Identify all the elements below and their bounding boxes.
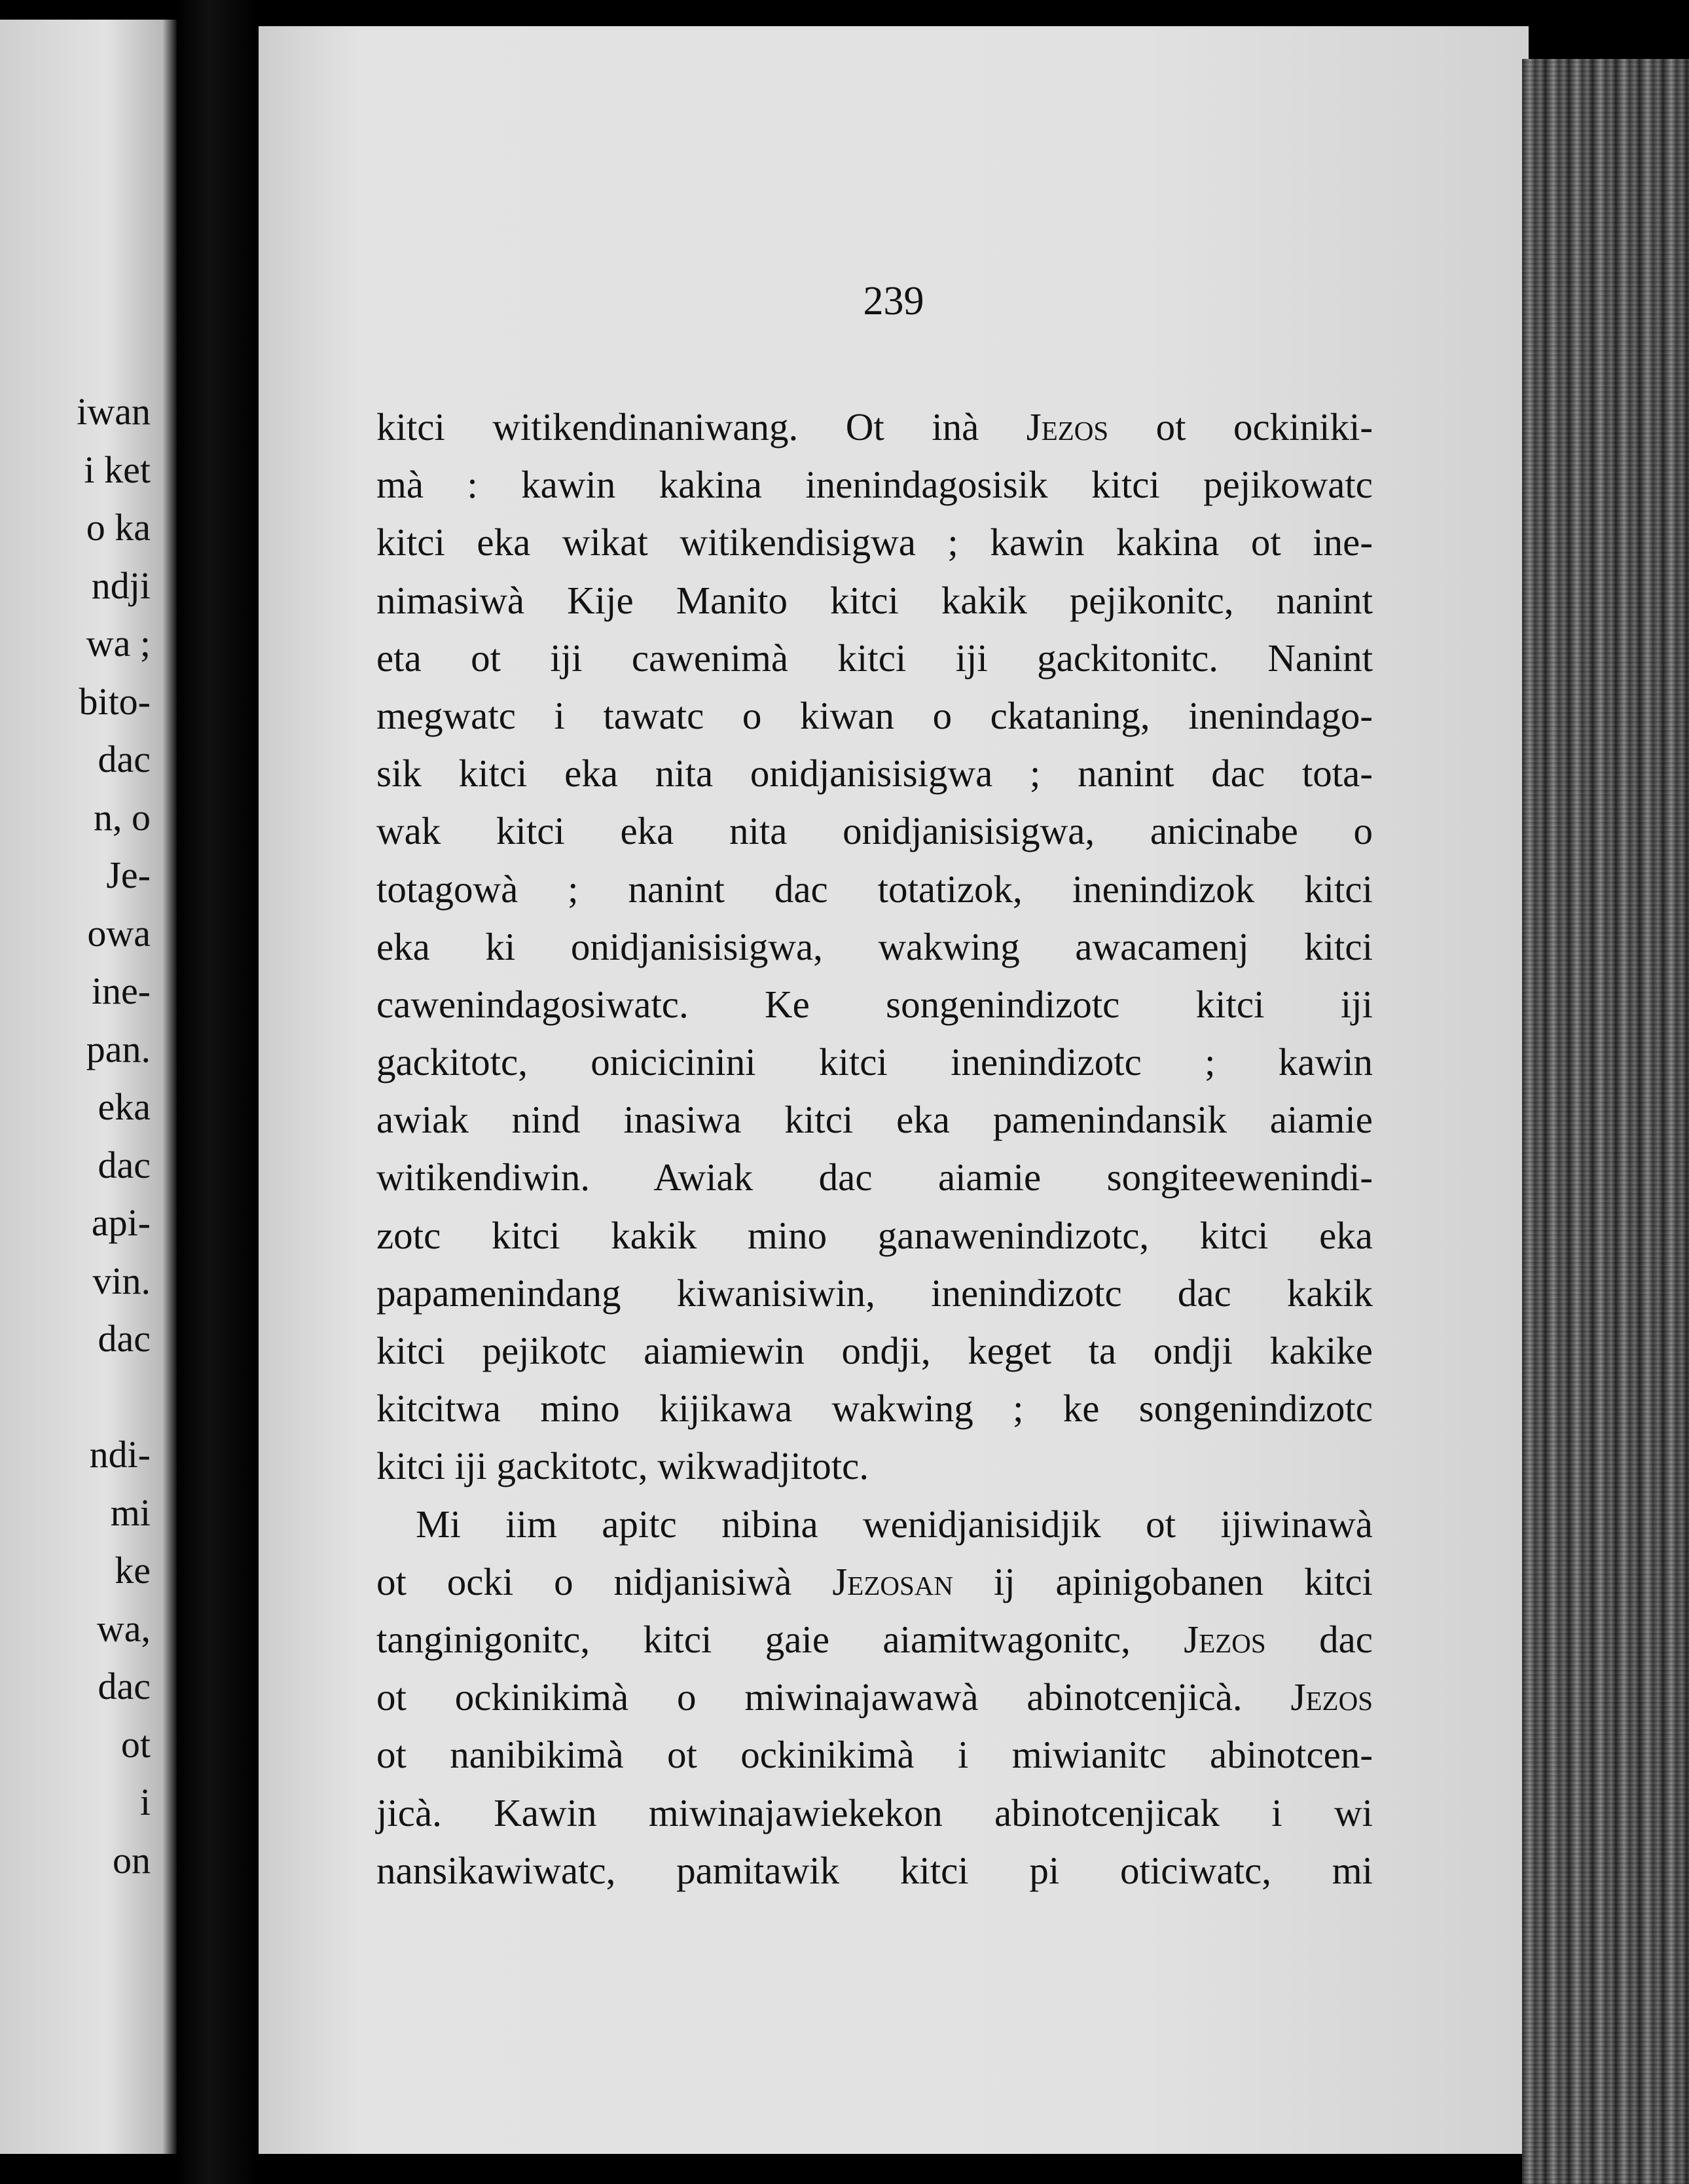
facing-page-line: ot bbox=[120, 1722, 151, 1766]
text-line: totagowà ; nanint dac totatizok, inenindizok kitci bbox=[376, 867, 1373, 911]
text-line: wak kitci eka nita onidjanisisigwa, anicinabe o bbox=[376, 809, 1373, 853]
facing-page-line: wa, bbox=[96, 1607, 151, 1650]
facing-page-text bbox=[77, 383, 151, 1889]
facing-page-line: bito- bbox=[79, 680, 151, 723]
paragraph-1 bbox=[376, 398, 1373, 1495]
facing-page-line: i bbox=[139, 1781, 151, 1823]
text-line: kitcitwa mino kijikawa wakwing ; ke songenindizotc bbox=[376, 1387, 1373, 1430]
facing-page-line: owa bbox=[87, 911, 151, 955]
page-edges bbox=[1522, 59, 1689, 2184]
text-line: nansikawiwatc, pamitawik kitci pi oticiwatc, mi bbox=[376, 1848, 1373, 1892]
facing-page-line: pan. bbox=[86, 1027, 151, 1070]
facing-page-line: dac bbox=[98, 1143, 151, 1186]
text-line: eka ki onidjanisisigwa, wakwing awacamenj kitci bbox=[376, 924, 1373, 968]
text-line: eta ot iji cawenimà kitci iji gackitonitc. Nanint bbox=[376, 636, 1373, 680]
facing-page-line: ndi- bbox=[89, 1433, 151, 1476]
text-line: megwatc i tawatc o kiwan o ckataning, inenindago- bbox=[376, 693, 1373, 737]
book-gutter bbox=[177, 0, 259, 2184]
text-line: kitci witikendinaniwang. Ot inà Jezos ot ockiniki- bbox=[376, 405, 1373, 448]
facing-page-line: Je- bbox=[106, 854, 151, 896]
facing-page-line: dac bbox=[98, 1317, 151, 1360]
facing-page-line: api- bbox=[91, 1201, 151, 1244]
text-line: jicà. Kawin miwinajawiekekon abinotcenjicak i wi bbox=[376, 1791, 1373, 1834]
text-line: zotc kitci kakik mino ganawenindizotc, kitci eka bbox=[376, 1213, 1373, 1257]
text-line: kitci eka wikat witikendisigwa ; kawin kakina ot ine- bbox=[376, 520, 1373, 564]
text-line: kitci pejikotc aiamiewin ondji, keget ta ondji kakike bbox=[376, 1329, 1373, 1372]
text-line: kitci iji gackitotc, wikwadjitotc. bbox=[376, 1444, 869, 1488]
text-line: ot ocki o nidjanisiwà Jezosan ij apinigobanen kitci bbox=[376, 1559, 1373, 1603]
text-line: mà : kawin kakina inenindagosisik kitci pejikowatc bbox=[376, 463, 1373, 507]
facing-page-line: iwan bbox=[77, 390, 151, 433]
facing-page-line: i ket bbox=[84, 448, 151, 491]
page-body bbox=[376, 398, 1373, 1899]
facing-page-line: o ka bbox=[86, 506, 151, 549]
text-line: nimasiwà Kije Manito kitci kakik pejikonitc, nanint bbox=[376, 578, 1373, 622]
facing-page-line: dac bbox=[98, 738, 151, 780]
text-line: gackitotc, onicicinini kitci inenindizotc ; kawin bbox=[376, 1040, 1373, 1084]
facing-page bbox=[0, 20, 177, 2154]
text-line: ot nanibikimà ot ockinikimà i miwianitc abinotcen- bbox=[376, 1733, 1373, 1777]
text-line: tanginigonitc, kitci gaie aiamitwagonitc, Jezos dac bbox=[376, 1617, 1373, 1661]
facing-page-line: on bbox=[113, 1838, 151, 1882]
paragraph-2 bbox=[376, 1495, 1373, 1899]
text-line: Mi iim apitc nibina wenidjanisidjik ot ijiwinawà bbox=[416, 1502, 1373, 1546]
page-number: 239 bbox=[863, 279, 924, 323]
facing-page-line: vin. bbox=[92, 1259, 151, 1302]
text-line: sik kitci eka nita onidjanisisigwa ; nanint dac tota- bbox=[376, 752, 1373, 795]
text-line: cawenindagosiwatc. Ke songenindizotc kitci iji bbox=[376, 982, 1373, 1026]
facing-page-line: mi bbox=[110, 1491, 151, 1534]
text-line: papamenindang kiwanisiwin, inenindizotc dac kakik bbox=[376, 1271, 1373, 1315]
facing-page-line: n, o bbox=[94, 795, 151, 839]
book-page bbox=[259, 26, 1529, 2154]
facing-page-line: ine- bbox=[91, 970, 151, 1012]
facing-page-line: ke bbox=[115, 1549, 151, 1592]
facing-page-line: eka bbox=[98, 1085, 151, 1128]
facing-page-line: wa ; bbox=[86, 622, 151, 664]
text-line: awiak nind inasiwa kitci eka pamenindansik aiamie bbox=[376, 1098, 1373, 1142]
facing-page-line: ndji bbox=[91, 564, 151, 607]
text-line: ot ockinikimà o miwinajawawà abinotcenjicà. Jezos bbox=[376, 1675, 1373, 1719]
facing-page-line bbox=[77, 1368, 151, 1427]
facing-page-line: dac bbox=[98, 1665, 151, 1707]
text-line: witikendiwin. Awiak dac aiamie songiteewenindi- bbox=[376, 1156, 1373, 1199]
